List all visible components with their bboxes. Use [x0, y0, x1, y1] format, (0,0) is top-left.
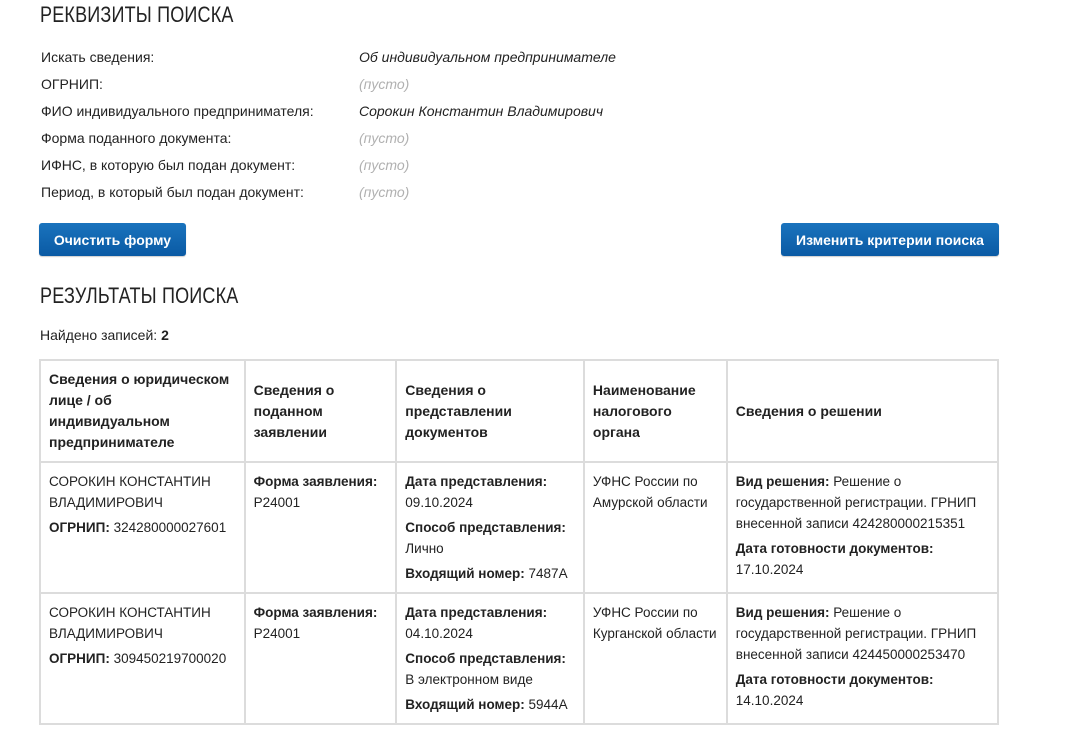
decision-cell [727, 593, 998, 724]
criteria-label: ФИО индивидуального предпринимателя: [41, 102, 314, 119]
table-row [40, 593, 998, 724]
application-form-label: Форма заявления: [253, 474, 378, 489]
ogrnip [49, 648, 236, 669]
table-header-row [40, 360, 998, 462]
ready-date-value: 17.10.2024 [735, 562, 804, 577]
criteria-label: ИФНС, в которую был подан документ: [41, 156, 296, 173]
ready-date-label: Дата готовности документов: [735, 672, 934, 687]
decision-value: Решение о государственной регистрации. ГРНИП внесенной записи 424450000253470 [735, 605, 977, 662]
ogrnip-label: ОГРНИП: [49, 520, 110, 535]
ogrnip [49, 517, 236, 538]
records-found-count: 2 [161, 327, 169, 343]
submission-method [405, 517, 575, 559]
table-row [40, 462, 998, 593]
criteria-row [41, 43, 741, 70]
submission-method-value: Лично [405, 541, 444, 556]
ready-date-label: Дата готовности документов: [735, 541, 934, 556]
criteria-row [41, 97, 741, 124]
criteria-value: (пусто) [359, 156, 410, 173]
incoming-number [405, 694, 575, 715]
incoming-number-value: 5944А [528, 697, 568, 712]
submission-method-value: В электронном виде [405, 672, 533, 687]
ogrnip-value: 324280000027601 [113, 520, 227, 535]
submission-date-value: 04.10.2024 [405, 626, 473, 641]
decision-label: Вид решения: [735, 605, 830, 620]
submission-date [405, 471, 575, 513]
column-header: Наименование налогового органа [584, 360, 727, 462]
criteria-value: (пусто) [359, 75, 410, 92]
entity-name: СОРОКИН КОНСТАНТИН ВЛАДИМИРОВИЧ [49, 474, 211, 510]
records-found-label: Найдено записей: [40, 327, 158, 343]
submission-method [405, 648, 575, 690]
criteria-label: Период, в который был подан документ: [41, 183, 304, 200]
criteria-label: ОГРНИП: [41, 75, 103, 92]
criteria-value: (пусто) [359, 129, 410, 146]
search-requisites-title: РЕКВИЗИТЫ ПОИСКА [40, 2, 234, 27]
criteria-row [41, 178, 741, 205]
ready-date [736, 669, 989, 711]
decision [736, 471, 989, 534]
criteria-value: (пусто) [359, 183, 410, 200]
column-header: Сведения о поданном заявлении [245, 360, 397, 462]
criteria-row [41, 151, 741, 178]
ready-date [736, 538, 989, 580]
application-form-value: Р24001 [253, 495, 301, 510]
tax-authority: УФНС России по Амурской области [592, 474, 708, 510]
submission-method-label: Способ представления: [405, 651, 566, 666]
search-criteria [41, 43, 741, 205]
tax-authority: УФНС России по Курганской области [592, 605, 717, 641]
ogrnip-value: 309450219700020 [113, 651, 227, 666]
criteria-label: Искать сведения: [41, 48, 155, 65]
incoming-number-value: 7487А [528, 566, 568, 581]
ready-date-value: 14.10.2024 [735, 693, 804, 708]
column-header: Сведения о решении [727, 360, 998, 462]
tax-authority-cell [584, 462, 727, 593]
incoming-number [405, 563, 575, 584]
decision-value: Решение о государственной регистрации. ГРНИП внесенной записи 424280000215351 [735, 474, 977, 531]
entity-cell [40, 462, 245, 593]
submission-date [405, 602, 575, 644]
application-form [254, 471, 388, 513]
change-search-criteria-button[interactable]: Изменить критерии поиска [781, 223, 999, 256]
column-header: Сведения о юридическом лице / об индивидуальном предпринимателе [40, 360, 245, 462]
application-form-value: Р24001 [253, 626, 301, 641]
entity-cell [40, 593, 245, 724]
tax-authority-cell [584, 593, 727, 724]
application-cell [245, 593, 397, 724]
column-header: Сведения о представлении документов [396, 360, 584, 462]
criteria-label: Форма поданного документа: [41, 129, 232, 146]
submission-method-label: Способ представления: [405, 520, 566, 535]
results-table [39, 359, 999, 725]
search-results-title: РЕЗУЛЬТАТЫ ПОИСКА [40, 283, 239, 308]
entity-name: СОРОКИН КОНСТАНТИН ВЛАДИМИРОВИЧ [49, 605, 211, 641]
submission-date-value: 09.10.2024 [405, 495, 473, 510]
decision-label: Вид решения: [735, 474, 830, 489]
criteria-value: Об индивидуальном предпринимателе [359, 48, 616, 65]
decision [736, 602, 989, 665]
application-cell [245, 462, 397, 593]
submission-cell [396, 462, 584, 593]
submission-cell [396, 593, 584, 724]
application-form-label: Форма заявления: [253, 605, 378, 620]
records-found [40, 327, 169, 343]
ogrnip-label: ОГРНИП: [49, 651, 110, 666]
criteria-value: Сорокин Константин Владимирович [359, 102, 604, 119]
application-form [254, 602, 388, 644]
clear-form-button[interactable]: Очистить форму [39, 223, 186, 256]
decision-cell [727, 462, 998, 593]
criteria-row [41, 124, 741, 151]
incoming-number-label: Входящий номер: [405, 566, 525, 581]
submission-date-label: Дата представления: [405, 474, 548, 489]
incoming-number-label: Входящий номер: [405, 697, 525, 712]
submission-date-label: Дата представления: [405, 605, 548, 620]
criteria-row [41, 70, 741, 97]
